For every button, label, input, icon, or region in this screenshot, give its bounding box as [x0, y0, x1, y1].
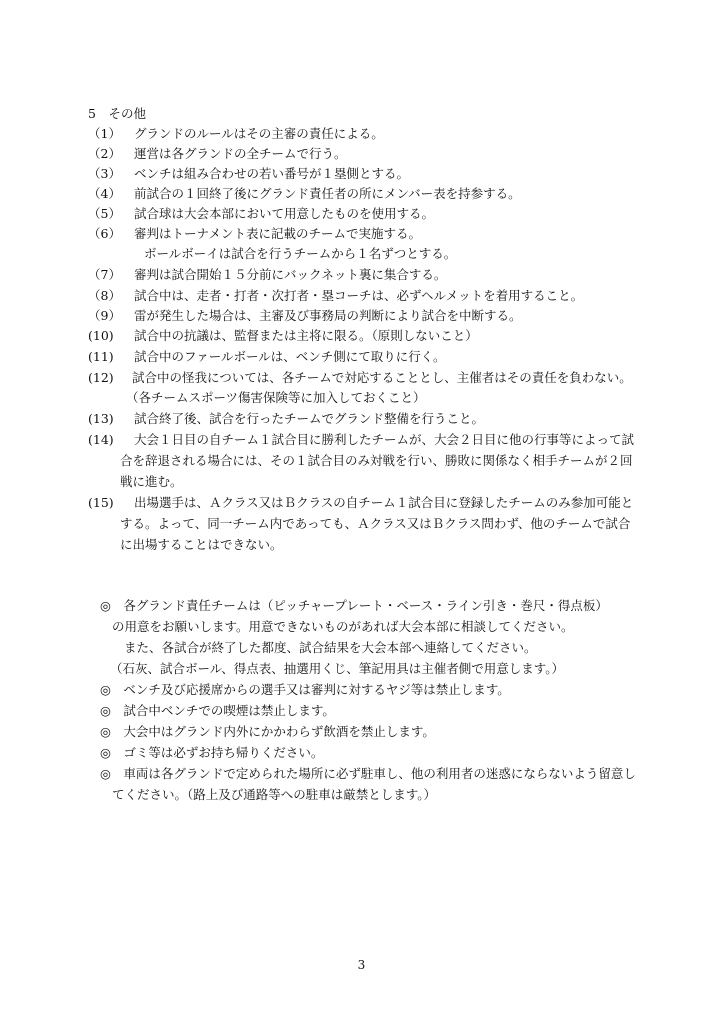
note-line: ◎ 大会中はグランド内外にかかわらず飲酒を禁止します。	[100, 724, 435, 739]
rule-item: （9） 雷が発生した場合は、主審及び事務局の判断により試合を中断する。	[88, 308, 522, 323]
note-line: ◎ ゴミ等は必ずお持ち帰りください。	[100, 745, 324, 760]
rule-item: （1） グランドのルールはその主審の責任による。	[88, 126, 384, 141]
note-line: （石灰、試合ボール、得点表、抽選用くじ、筆記用具は主催者側で用意します。）	[110, 661, 565, 676]
rule-item: （6） 審判はトーナメント表に記載のチームで実施する。	[88, 226, 422, 241]
note-line: てください。（路上及び通路等への駐車は厳禁とします。）	[112, 787, 437, 802]
rule-item-continuation: ボールボーイは試合を行うチームから１名ずつとする。	[144, 246, 457, 261]
section-title: 5 その他	[88, 106, 146, 121]
rule-item-continuation: （各チームスポーツ傷害保険等に加入しておくこと）	[126, 390, 426, 405]
rule-item: （3） ベンチは組み合わせの若い番号が１塁側とする。	[88, 166, 410, 181]
rule-item: (15) 出場選手は、Ａクラス又はＢクラスの自チーム１試合目に登録したチームのみ参加可能と	[88, 495, 634, 510]
note-line: ◎ 各グランド責任チームは（ピッチャープレート・ベース・ライン引き・巻尺・得点板）	[100, 598, 608, 613]
rule-item: (10) 試合中の抗議は、監督または主将に限る。（原則しないこと）	[88, 328, 478, 343]
rule-item: (13) 試合終了後、試合を行ったチームでグランド整備を行うこと。	[88, 411, 485, 426]
rule-item-continuation: 戦に進む。	[120, 474, 183, 489]
note-line: ◎ ベンチ及び応援席からの選手又は審判に対するヤジ等は禁止します。	[100, 682, 510, 697]
page-number: 3	[357, 958, 366, 972]
rule-item-continuation: する。よって、同一チーム内であっても、Ａクラス又はＢクラス問わず、他のチームで試合	[120, 516, 631, 531]
note-line: ◎ 試合中ベンチでの喫煙は禁止します。	[100, 703, 335, 718]
rule-item: (14) 大会１日目の自チーム１試合目に勝利したチームが、大会２日目に他の行事等によって試	[88, 432, 635, 447]
note-line: の用意をお願いします。用意できないものがあれば大会本部に相談してください。	[112, 619, 574, 634]
rule-item: (12) 試合中の怪我については、各チームで対応することとし、主催者はその責任を負わない。	[88, 370, 632, 385]
rule-item: （7） 審判は試合開始１５分前にバックネット裏に集合する。	[88, 267, 447, 282]
rule-item-continuation: に出場することはできない。	[120, 537, 283, 552]
note-line: ◎ 車両は各グランドで定められた場所に必ず駐車し、他の利用者の迷惑にならないよう留意し	[100, 766, 636, 781]
rule-item: (11) 試合中のファールボールは、ベンチ側にて取りに行く。	[88, 349, 446, 364]
rule-item: （5） 試合球は大会本部において用意したものを使用する。	[88, 206, 435, 221]
rule-item-continuation: 合を辞退される場合には、その１試合目のみ対戦を行い、勝敗に関係なく相手チームが２回	[120, 453, 633, 468]
note-line: また、各試合が終了した都度、試合結果を大会本部へ連絡してください。	[124, 640, 537, 655]
rule-item: （4） 前試合の１回終了後にグランド責任者の所にメンバー表を持参する。	[88, 186, 521, 201]
rule-item: （8） 試合中は、走者・打者・次打者・塁コーチは、必ずヘルメットを着用すること。	[88, 288, 584, 303]
rule-item: （2） 運営は各グランドの全チームで行う。	[88, 146, 347, 161]
